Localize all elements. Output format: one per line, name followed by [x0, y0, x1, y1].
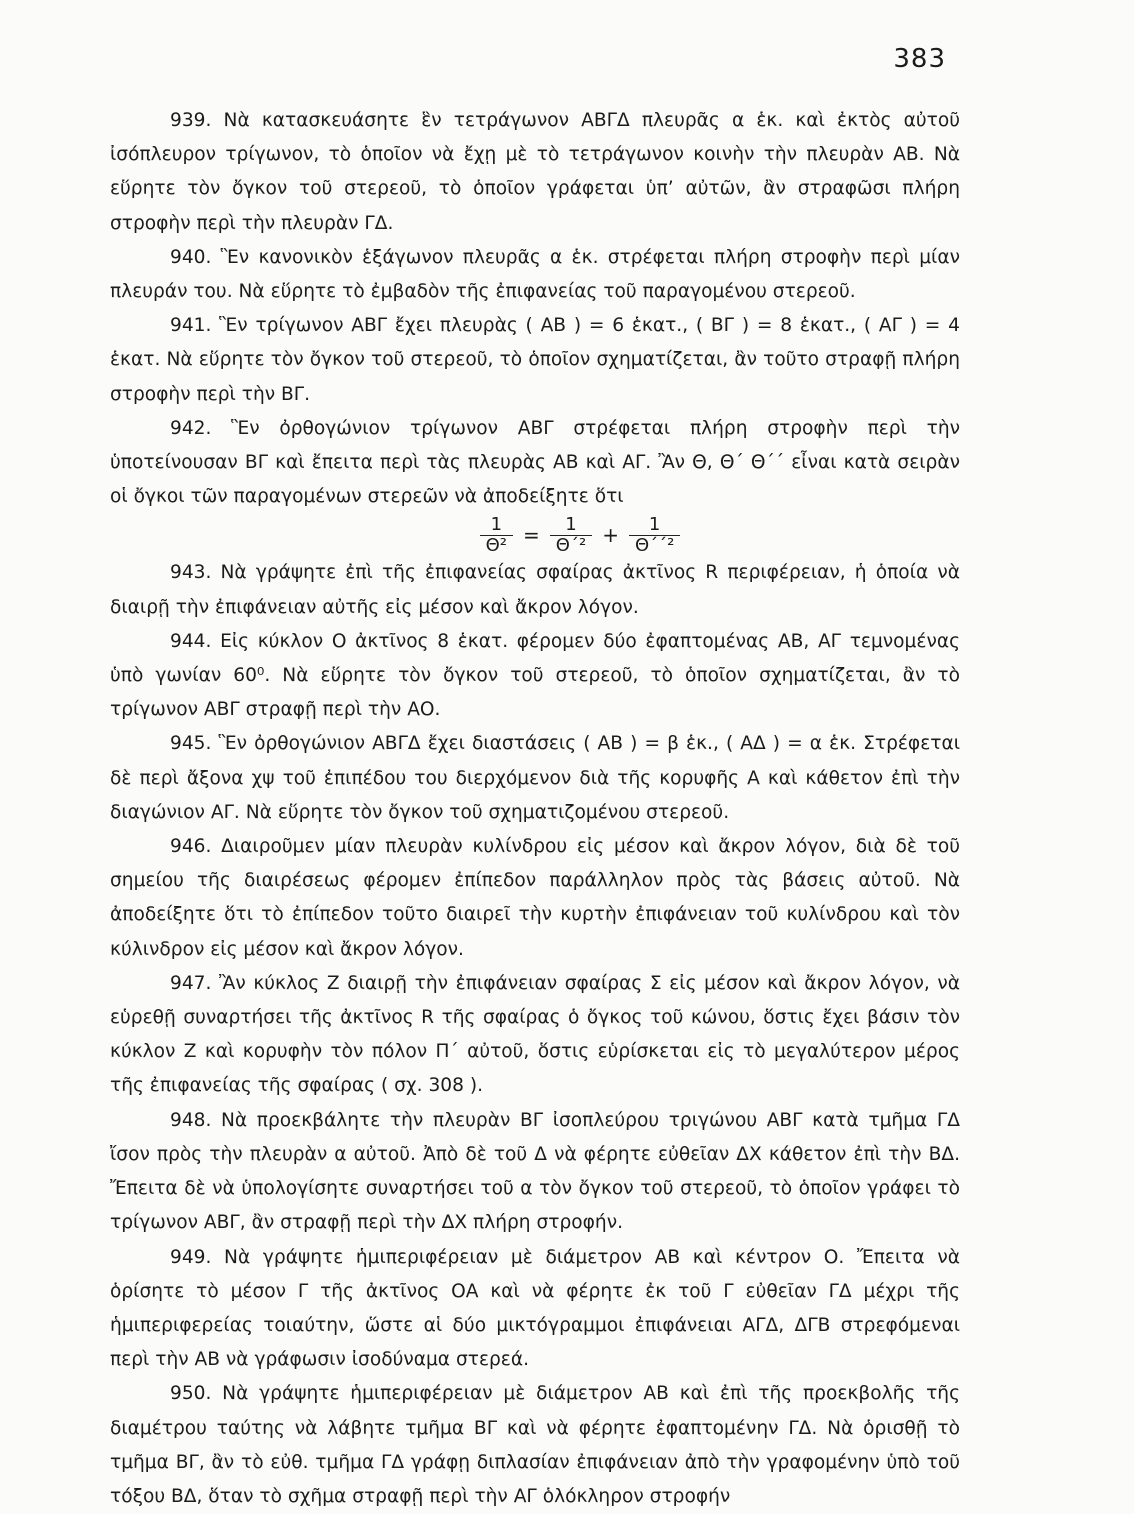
- formula-plus: +: [602, 523, 619, 548]
- problem-947: 947. Ἂν κύκλος Ζ διαιρῇ τὴν ἐπιφάνειαν σφαίρας Σ εἰς μέσον καὶ ἄκρον λόγον, νὰ εὑρεθῇ συναρτήσει τῆς ἀκτῖνος R τῆς σφαίρας ὁ ὄγκος τοῦ κώνου, ὅστις ἔχει βάσιν τὸν κύκλον Ζ καὶ κορυφὴν τὸν πόλον Π΄ αὐτοῦ, ὅστις εὑρίσκεται εἰς τὸ μεγαλύτερον μέρος τῆς ἐπιφανείας τῆς σφαίρας ( σχ. 308 ).: [110, 972, 960, 1097]
- formula-rhs2-den: Θ΄΄²: [629, 535, 680, 556]
- formula-rhs2-num: 1: [648, 513, 661, 535]
- formula-rhs1-num: 1: [565, 513, 577, 535]
- formula: [200, 514, 960, 556]
- problem-941: 941. Ἓν τρίγωνον ΑΒΓ ἔχει πλευρὰς ( ΑΒ ) = 6 ἑκατ., ( ΒΓ ) = 8 ἑκατ., ( ΑΓ ) = 4 ἑκατ. Νὰ εὕρητε τὸν ὄγκον τοῦ στερεοῦ, τὸ ὁποῖον σχηματίζεται, ἂν τοῦτο στραφῇ πλήρη στροφὴν περὶ τὴν ΒΓ.: [110, 315, 960, 405]
- problem-946: 946. Διαιροῦμεν μίαν πλευρὰν κυλίνδρου εἰς μέσον καὶ ἄκρον λόγον, διὰ δὲ τοῦ σημείου τῆς διαιρέσεως φέρομεν ἐπίπεδον παράλληλον πρὸς τὰς βάσεις αὐτοῦ. Νὰ ἀποδείξητε ὅτι τὸ ἐπίπεδον τοῦτο διαιρεῖ τὴν κυρτὴν ἐπιφάνειαν τοῦ κυλίνδρου καὶ τὸν κύλινδρον εἰς μέσον καὶ ἄκρον λόγον.: [110, 836, 960, 960]
- problem-944: 944. Εἰς κύκλον Ο ἀκτῖνος 8 ἑκατ. φέρομεν δύο ἐφαπτομένας ΑΒ, ΑΓ τεμνομένας ὑπὸ γωνίαν 60⁰. Νὰ εὕρητε τὸν ὄγκον τοῦ στερεοῦ, τὸ ὁποῖον σχηματίζεται, ἂν τὸ τρίγωνον ΑΒΓ στραφῇ περὶ τὴν ΑΟ.: [110, 630, 960, 721]
- problem-940: 940. Ἓν κανονικὸν ἑξάγωνον πλευρᾶς α ἑκ. στρέφεται πλήρη στροφὴν περὶ μίαν πλευράν του. Νὰ εὕρητε τὸ ἐμβαδὸν τῆς ἐπιφανείας τοῦ παραγομένου στερεοῦ.: [110, 246, 960, 303]
- page-number: 383: [893, 44, 946, 74]
- formula-rhs1: [550, 515, 592, 556]
- problem-948: 948. Νὰ προεκβάλητε τὴν πλευρὰν ΒΓ ἰσοπλεύρου τριγώνου ΑΒΓ κατὰ τμῆμα ΓΔ ἴσον πρὸς τὴν πλευρὰν α αὐτοῦ. Ἀπὸ δὲ τοῦ Δ νὰ φέρητε εὐθεῖαν ΔΧ κάθετον ἐπὶ τὴν ΒΔ. Ἔπειτα δὲ νὰ ὑπολογίσητε συναρτήσει τοῦ α τὸν ὄγκον τοῦ στερεοῦ, τὸ ὁποῖον γράφει τὸ τρίγωνον ΑΒΓ, ἂν στραφῇ περὶ τὴν ΔΧ πλήρη στροφήν.: [110, 1109, 960, 1234]
- problem-939: 939. Νὰ κατασκευάσητε ἓν τετράγωνον ΑΒΓΔ πλευρᾶς α ἑκ. καὶ ἐκτὸς αὐτοῦ ἰσόπλευρον τρίγωνον, τὸ ὁποῖον νὰ ἔχῃ μὲ τὸ τετράγωνον κοινὴν τὴν πλευρὰν ΑΒ. Νὰ εὕρητε τὸν ὄγκον τοῦ στερεοῦ, τὸ ὁποῖον γράφεται ὑπ’ αὐτῶν, ἂν στραφῶσι πλήρη στροφὴν περὶ τὴν πλευρὰν ΓΔ.: [110, 110, 960, 234]
- problem-950: 950. Νὰ γράψητε ἡμιπεριφέρειαν μὲ διάμετρον ΑΒ καὶ ἐπὶ τῆς προεκβολῆς τῆς διαμέτρου ταύτης νὰ λάβητε τμῆμα ΒΓ καὶ νὰ φέρητε ἐφαπτομένην ΓΔ. Νὰ ὁρισθῇ τὸ τμῆμα ΒΓ, ἂν τὸ εὐθ. τμῆμα ΓΔ γράφῃ διπλασίαν ἐπιφάνειαν ἀπὸ τὴν γραφομένην ὑπὸ τοῦ τόξου ΒΔ, ὅταν τὸ σχῆμα στραφῇ περὶ τὴν ΑΓ ὁλόκληρον στροφήν: [110, 1383, 960, 1507]
- formula-lhs-den: Θ²: [480, 535, 513, 556]
- problem-949: 949. Νὰ γράψητε ἡμιπεριφέρειαν μὲ διάμετρον ΑΒ καὶ κέντρον Ο. Ἔπειτα νὰ ὁρίσητε τὸ μέσον Γ τῆς ἀκτῖνος ΟΑ καὶ νὰ φέρητε ἐκ τοῦ Γ εὐθεῖαν ΓΔ μέχρι τῆς ἡμιπεριφερείας τοιαύτην, ὥστε αἱ δύο μικτόγραμμοι ἐπιφάνειαι ΑΓΔ, ΔΓΒ στρεφόμεναι περὶ τὴν ΑΒ νὰ γράφωσιν ἰσοδύναμα στερεά.: [110, 1246, 960, 1371]
- problem-list: [110, 104, 960, 1514]
- problem-942: 942. Ἓν ὀρθογώνιον τρίγωνον ΑΒΓ στρέφεται πλήρη στροφὴν περὶ τὴν ὑποτείνουσαν ΒΓ καὶ ἔπειτα περὶ τὰς πλευρὰς ΑΒ καὶ ΑΓ. Ἂν Θ, Θ΄ Θ΄΄ εἶναι κατὰ σειρὰν οἱ ὄγκοι τῶν παραγομένων στερεῶν νὰ ἀποδείξητε ὅτι: [110, 417, 960, 508]
- formula-lhs-num: 1: [490, 513, 503, 535]
- problem-943: 943. Νὰ γράψητε ἐπὶ τῆς ἐπιφανείας σφαίρας ἀκτῖνος R περιφέρειαν, ἡ ὁποία νὰ διαιρῇ τὴν ἐπιφάνειαν αὐτῆς εἰς μέσον καὶ ἄκρον λόγον.: [110, 562, 960, 618]
- formula-lhs: [480, 515, 513, 556]
- problem-945: 945. Ἓν ὀρθογώνιον ΑΒΓΔ ἔχει διαστάσεις ( ΑΒ ) = β ἑκ., ( ΑΔ ) = α ἑκ. Στρέφεται δὲ περὶ ἄξονα χψ τοῦ ἐπιπέδου του διερχόμενον διὰ τῆς κορυφῆς Α καὶ κάθετον ἐπὶ τὴν διαγώνιον ΑΓ. Νὰ εὕρητε τὸν ὄγκον τοῦ σχηματιζομένου στερεοῦ.: [110, 733, 960, 823]
- formula-rhs2: [629, 515, 680, 556]
- formula-equals: =: [523, 523, 540, 548]
- formula-rhs1-den: Θ΄²: [550, 535, 592, 556]
